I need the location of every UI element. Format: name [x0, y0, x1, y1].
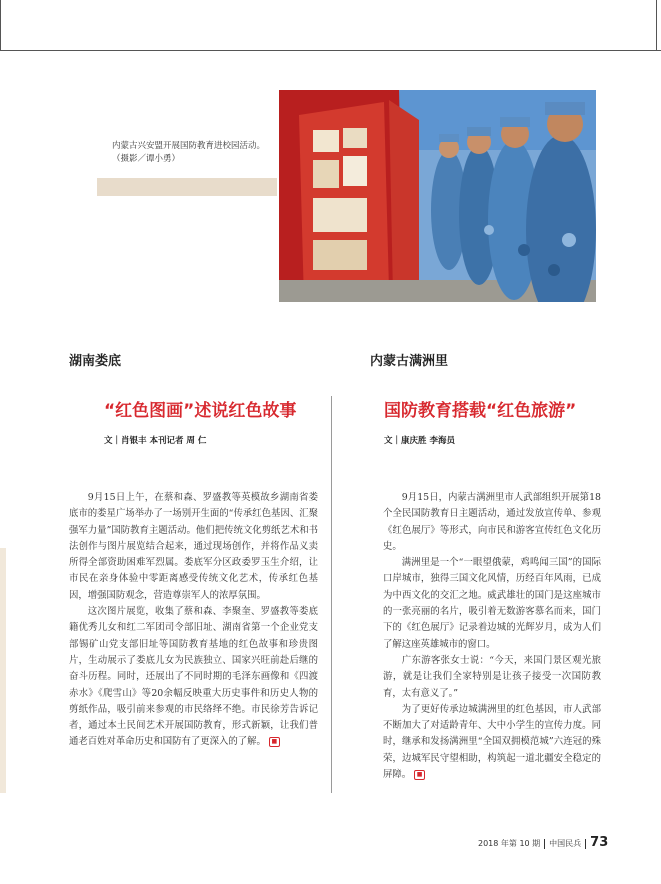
header-rule	[0, 50, 661, 51]
page-footer	[478, 835, 608, 850]
right-headline: 国防教育搭载“红色旅游”	[384, 401, 577, 421]
footer-separator	[585, 839, 586, 849]
left-paragraph-text: 这次图片展览，收集了蔡和森、李聚奎、罗盛教等娄底籍优秀儿女和红二军团司令部旧址、湖南省第一个企业党支部锡矿山党支部旧址等国防教育基地的红色故事和珍贵图片，生动展示了娄底儿女为民族独立、国家兴旺前赴后继的奋斗历程。同时，还展出了不同时期的毛泽东画像和《四渡赤水》《爬雪山》等20余幅反映重大历史事件和历史人物的剪纸作品，吸引前来参观的市民络绎不绝。市民徐芳告诉记者，通过本土民间艺术开展国防教育，形式新颖，让我们普通老百姓对革命历史和国防有了更深入的了解。	[69, 606, 318, 748]
left-byline: 文｜肖银丰 本刊记者 周 仁	[104, 436, 207, 446]
column-divider	[331, 396, 332, 793]
page-number: 73	[590, 835, 609, 850]
left-paragraph: 9月15日上午，在蔡和森、罗盛教等英模故乡湖南省娄底市的娄星广场举办了一场别开生面的“传承红色基因、汇聚强军力量”国防教育主题活动。他们把传统文化剪纸艺术和书法创作与图片展览结合起来，通过现场创作，并将作品义卖所得全部资助困难军烈属。娄底军分区政委罗玉生介绍，让市民在亲身体验中零距离感受传统文化艺术，传承红色基因，增强国防观念，营造尊崇军人的浓厚氛围。	[69, 492, 318, 601]
right-region-label: 内蒙古满洲里	[370, 354, 449, 369]
right-paragraph: 9月15日，内蒙古满洲里市人武部组织开展第18个全民国防教育日主题活动，通过发放宣传单、参观《红色展厅》等形式，向市民和游客宣传红色文化历史。	[383, 492, 601, 552]
right-paragraph: 广东游客张女士说：“今天，来国门景区观光旅游，就是让我们全家特别是让孩子接受一次国防教育，太有意义了。”	[383, 654, 601, 699]
right-byline: 文｜康庆胜 李海员	[384, 436, 455, 446]
left-paragraph	[69, 604, 318, 751]
end-mark-icon: ■	[414, 770, 425, 780]
right-article-body	[383, 490, 601, 783]
left-headline: “红色图画”述说红色故事	[104, 401, 297, 421]
footer-separator	[544, 839, 545, 849]
magazine-name: 中国民兵	[549, 839, 582, 848]
left-article-body	[69, 490, 318, 751]
right-paragraph: 满洲里是一个“一眼望俄蒙，鸡鸣闻三国”的国际口岸城市，独得三国文化风情，历经百年风雨，已成为中西文化的交汇之地。威武雄壮的国门是这座城市的一张亮丽的名片，吸引着无数游客慕名而来，国门下的《红色展厅》记录着边城的光辉岁月，成为人们了解这座英雄城市的窗口。	[383, 557, 601, 650]
issue-label: 2018 年第 10 期	[478, 839, 541, 848]
caption-band	[97, 178, 277, 196]
end-mark-icon: ■	[269, 737, 280, 747]
frame-left-line	[0, 0, 1, 50]
right-paragraph	[383, 702, 601, 783]
side-tint-band	[0, 548, 6, 793]
right-paragraph-text: 为了更好传承边城满洲里的红色基因，市人武部不断加大了对适龄青年、大中小学生的宣传力度。同时，继承和发扬满洲里“全国双拥模范城”六连冠的殊荣，边城军民守望相助，构筑起一道北疆安全稳定的屏障。	[383, 703, 601, 781]
soldiers-exhibition-photo	[279, 90, 596, 302]
photo-caption: 内蒙古兴安盟开展国防教育进校园活动。（摄影／谭小勇）	[112, 141, 266, 164]
left-region-label: 湖南娄底	[69, 354, 122, 369]
frame-right-line	[656, 0, 657, 50]
